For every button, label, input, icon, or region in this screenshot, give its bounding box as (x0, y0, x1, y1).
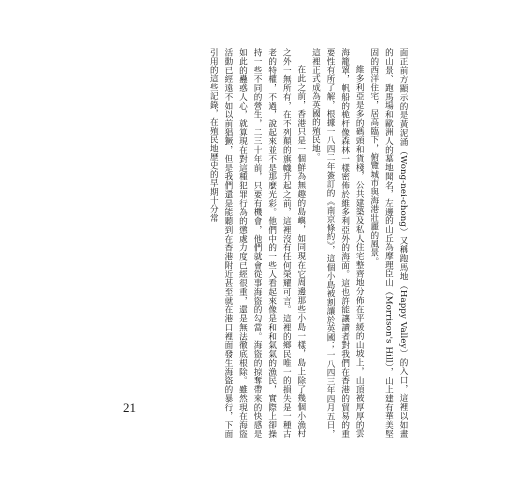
paragraph: 在此之前，香港只是一個鮮為無趣的島嶼，如同現在它周邊那些小島一樣，島上除了幾個小漁村之外一無所有，在不列顛的旗幟升起之前，這裡沒有任何榮耀可言。這裡的鄉民唯一的損失是一種古老的特權，不過，說起來並不是那麼光彩。他們中的一些人看起來像是和和氣氣的漁民，實際上卻操持一些不同的營生，二三十年前，只要有機會，他們就會從事海盜的勾當。海盜的掠奪帶來的快感是如此的蠱惑人心，就算現在對這種犯罪行為的懲處力度已經很重，還是無法徹底根除。雖然現在海盜活動已經遠不如以前猖獗，但是我們還是能聽到在香港附近甚至就在港口裡面發生海盜的暴行，下面引用的這些記錄，在殖民地歷史的早期十分常 (208, 48, 306, 438)
body-text (110, 48, 410, 438)
page-number: 21 (123, 400, 136, 415)
paragraph: 維多利亞是多的碼頭和貨棧，公共建築及私人住宅整齊地分佈在平緩的山坡上，山頂被厚厚的雲海籠罩，帆船的桅杆像森林一樣密佈於維多利亞外的海面。這也許能讓讀者對我們在香港的貿易的重要性有所了解，根據一八四二年簽訂的《南京條約》，這個小島被割讓於英國；一八四三年四月五日，這裡正式成為英國的殖民地。 (310, 48, 365, 438)
paragraph: 面正前方顯示的是黃泥涌（Wong-nei-chong）又稱跑馬地（Happy Valley）的入口，這裡以如畫的山景、跑馬場和歐洲人的墓地聞名，左邊的山丘為摩理臣山（Morrison's Hill），山上建有華美堅固的西洋住宅，居高臨下，俯覽城市與海港壯麗的風景。 (368, 48, 408, 438)
